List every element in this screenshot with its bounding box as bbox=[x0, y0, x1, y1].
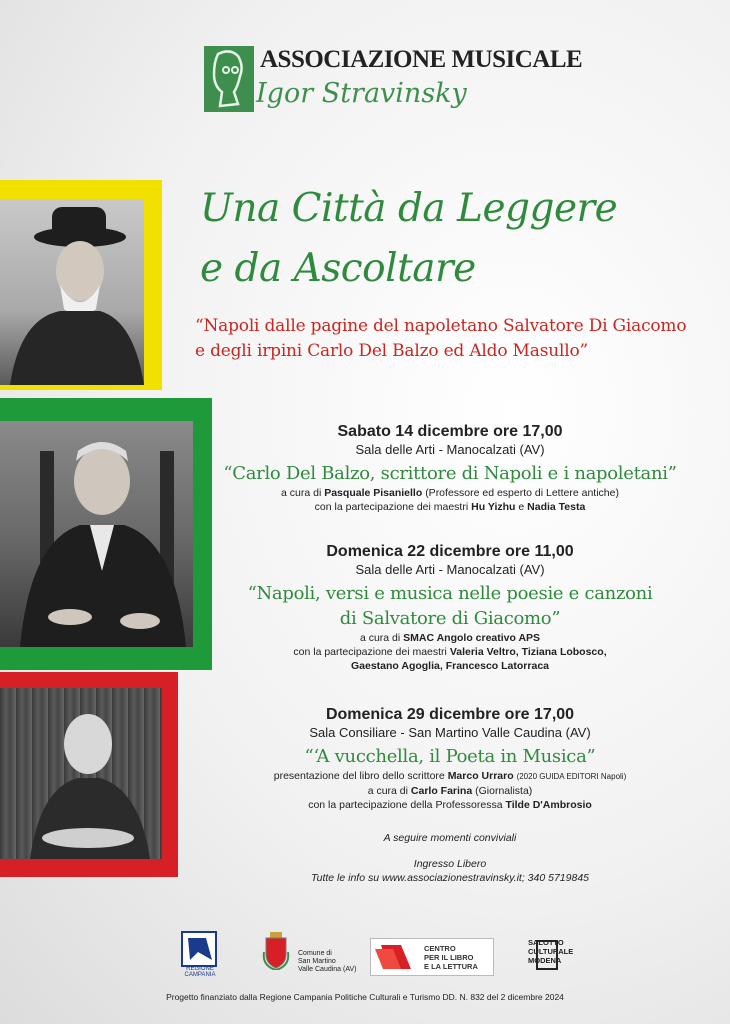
event-1-title: “Carlo Del Balzo, scrittore di Napoli e i napoletani” bbox=[223, 463, 677, 484]
event-2-title-line1: “Napoli, versi e musica nelle poesie e canzoni bbox=[247, 583, 653, 604]
comune-text: Comune di San Martino Valle Caudina (AV) bbox=[298, 950, 357, 973]
event-2-performers-line2: Gaestano Agoglia, Francesco Latorraca bbox=[350, 660, 549, 672]
event-2-place: Sala delle Arti - Manocalzati (AV) bbox=[355, 562, 545, 577]
salotto-square-icon bbox=[536, 940, 558, 970]
regione-campania-label: REGIONE CAMPANIA bbox=[184, 966, 216, 978]
event-2-title-line2: di Salvatore di Giacomo” bbox=[339, 608, 561, 629]
event-3-curator: a cura di Carlo Farina (Giornalista) bbox=[367, 785, 533, 797]
event-2 bbox=[200, 543, 700, 673]
event-2-curator: a cura di SMAC Angolo creativo APS bbox=[359, 632, 541, 644]
event-2-participation: con la partecipazione dei maestri Valeria Veltro, Tiziana Lobosco, bbox=[293, 646, 607, 658]
event-1-participation: con la partecipazione dei maestri Hu Yizhu e Nadia Testa bbox=[314, 501, 586, 513]
event-3-book: presentazione del libro dello scrittore Marco Urraro (2020 GUIDA EDITORI Napoli) bbox=[273, 770, 627, 782]
event-3-title: “‘A vucchella, il Poeta in Musica” bbox=[304, 746, 596, 767]
subtitle bbox=[195, 314, 686, 364]
subtitle-line1: “Napoli dalle pagine del napoletano Salvatore Di Giacomo bbox=[195, 316, 687, 336]
event-2-date: Domenica 22 dicembre ore 11,00 bbox=[326, 543, 574, 560]
portrait-photo-del-balzo bbox=[0, 421, 193, 647]
stravinsky-logo-icon bbox=[204, 46, 254, 112]
event-3-date: Domenica 29 dicembre ore 17,00 bbox=[325, 706, 575, 723]
note-website: Tutte le info su www.associazionestravinsky.it; 340 5719845 bbox=[310, 872, 589, 884]
subtitle-line2: e degli irpini Carlo Del Balzo ed Aldo Masullo” bbox=[195, 341, 588, 361]
org-subtitle: Igor Stravinsky bbox=[256, 78, 467, 109]
event-3 bbox=[200, 706, 700, 812]
event-3-participation: con la partecipazione della Professoressa Tilde D'Ambrosio bbox=[308, 799, 592, 811]
note-info bbox=[200, 857, 700, 885]
note-ingresso: Ingresso Libero bbox=[413, 858, 487, 870]
event-1-place: Sala delle Arti - Manocalzati (AV) bbox=[355, 442, 545, 457]
event-1 bbox=[200, 423, 700, 514]
portrait-photo-masullo bbox=[0, 688, 162, 859]
main-title-line1: Una Città da Leggere bbox=[200, 186, 618, 231]
note-conviviali: A seguire momenti conviviali bbox=[383, 832, 517, 844]
org-name: ASSOCIAZIONE MUSICALE bbox=[260, 46, 583, 73]
centro-libro-text: CENTRO PER IL LIBRO E LA LETTURA bbox=[424, 944, 478, 971]
footer-funding: Progetto finanziato dalla Regione Campania Politiche Culturali e Turismo DD. N. 832 del 2 dicembre 2024 bbox=[166, 992, 564, 1002]
salotto-culturale-text: SALOTTO CULTURALE MODENA bbox=[528, 938, 574, 965]
portrait-photo-di-giacomo bbox=[0, 199, 144, 385]
event-1-curator: a cura di Pasquale Pisaniello (Professore ed esperto di Lettere antiche) bbox=[281, 487, 619, 499]
event-3-place: Sala Consiliare - San Martino Valle Caudina (AV) bbox=[309, 725, 591, 740]
event-1-date: Sabato 14 dicembre ore 17,00 bbox=[337, 423, 563, 440]
main-title-line2: e da Ascoltare bbox=[200, 246, 476, 291]
comune-crest-icon bbox=[262, 932, 290, 970]
